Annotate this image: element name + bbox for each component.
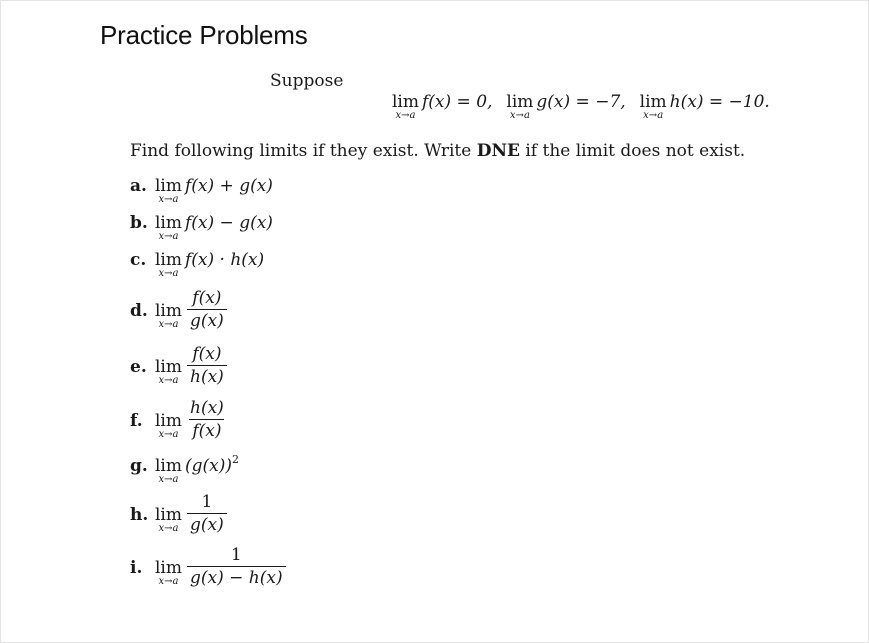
limit-word: lim — [155, 213, 182, 233]
problem-h — [130, 492, 227, 535]
page-title: Practice Problems — [100, 20, 308, 50]
exponent: 2 — [232, 453, 239, 466]
limit-subscript: x→a — [158, 523, 179, 534]
base-expression: (g(x)) — [185, 456, 232, 476]
denominator: g(x) − h(x) — [187, 566, 286, 588]
limit-operator — [155, 357, 182, 386]
numerator: 1 — [201, 492, 213, 512]
problem-label: c. — [130, 250, 147, 270]
limit-operator — [155, 301, 182, 330]
limit-operator — [392, 92, 419, 121]
denominator: g(x) — [187, 513, 227, 535]
problem-label: e. — [130, 357, 147, 377]
limit-subscript: x→a — [158, 429, 179, 440]
problem-g — [130, 453, 239, 485]
fraction — [187, 398, 227, 441]
fraction — [187, 288, 227, 331]
given-h: h(x) = −10. — [669, 92, 770, 112]
limit-word: lim — [639, 92, 667, 112]
limit-word: lim — [155, 301, 182, 321]
problem-label: g. — [130, 456, 148, 476]
limit-operator — [155, 176, 182, 205]
limit-word: lim — [155, 411, 182, 431]
problem-b — [130, 213, 273, 242]
problem-d — [130, 288, 227, 331]
limit-subscript: x→a — [158, 194, 179, 205]
limit-operator — [155, 213, 182, 242]
problem-label: i. — [130, 558, 143, 578]
problem-label: f. — [130, 411, 143, 431]
limit-operator — [506, 92, 533, 121]
instructions — [130, 141, 745, 161]
limit-subscript: x→a — [158, 268, 179, 279]
numerator: f(x) — [192, 344, 222, 364]
limit-word: lim — [155, 250, 182, 270]
limit-word: lim — [506, 92, 534, 112]
fraction — [187, 492, 227, 535]
denominator: g(x) — [187, 309, 227, 331]
problem-label: b. — [130, 213, 148, 233]
problem-c — [130, 250, 264, 279]
limit-subscript: x→a — [643, 110, 664, 121]
problem-label: a. — [130, 176, 147, 196]
limit-operator — [155, 456, 182, 485]
denominator: f(x) — [189, 419, 224, 441]
fraction — [187, 344, 227, 387]
limit-operator — [155, 558, 182, 587]
problem-expression: f(x) · h(x) — [185, 250, 265, 270]
limit-word: lim — [155, 505, 182, 525]
problem-expression: f(x) − g(x) — [185, 213, 273, 233]
limit-operator — [640, 92, 667, 121]
instructions-text: Find following limits if they exist. Write — [130, 141, 477, 161]
problem-a — [130, 176, 273, 205]
limit-word: lim — [155, 176, 182, 196]
instructions-text-end: if the limit does not exist. — [519, 141, 746, 161]
limit-subscript: x→a — [158, 375, 179, 386]
problem-i — [130, 545, 286, 588]
problem-f — [130, 398, 227, 441]
limit-word: lim — [155, 357, 182, 377]
numerator: f(x) — [192, 288, 222, 308]
problem-label: d. — [130, 301, 148, 321]
limit-subscript: x→a — [395, 110, 416, 121]
problem-label: h. — [130, 505, 149, 525]
problem-expression: f(x) + g(x) — [185, 176, 273, 196]
problem-e — [130, 344, 227, 387]
numerator: h(x) — [190, 398, 224, 418]
limit-subscript: x→a — [158, 576, 179, 587]
limit-subscript: x→a — [158, 319, 179, 330]
limit-operator — [155, 505, 182, 534]
limit-subscript: x→a — [158, 231, 179, 242]
limit-subscript: x→a — [509, 110, 530, 121]
limit-word: lim — [155, 558, 182, 578]
denominator: h(x) — [187, 365, 227, 387]
instructions-dne: DNE — [476, 141, 520, 161]
limit-subscript: x→a — [158, 474, 179, 485]
suppose-label: Suppose — [270, 71, 344, 91]
limit-word: lim — [155, 456, 182, 476]
numerator: 1 — [230, 545, 242, 565]
fraction — [187, 545, 286, 588]
problem-expression — [185, 453, 239, 476]
limit-word: lim — [392, 92, 419, 112]
limit-operator — [155, 411, 182, 440]
limit-operator — [155, 250, 182, 279]
given-g: g(x) = −7, — [536, 92, 626, 112]
given-f: f(x) = 0, — [422, 92, 493, 112]
given-limits — [392, 92, 770, 121]
